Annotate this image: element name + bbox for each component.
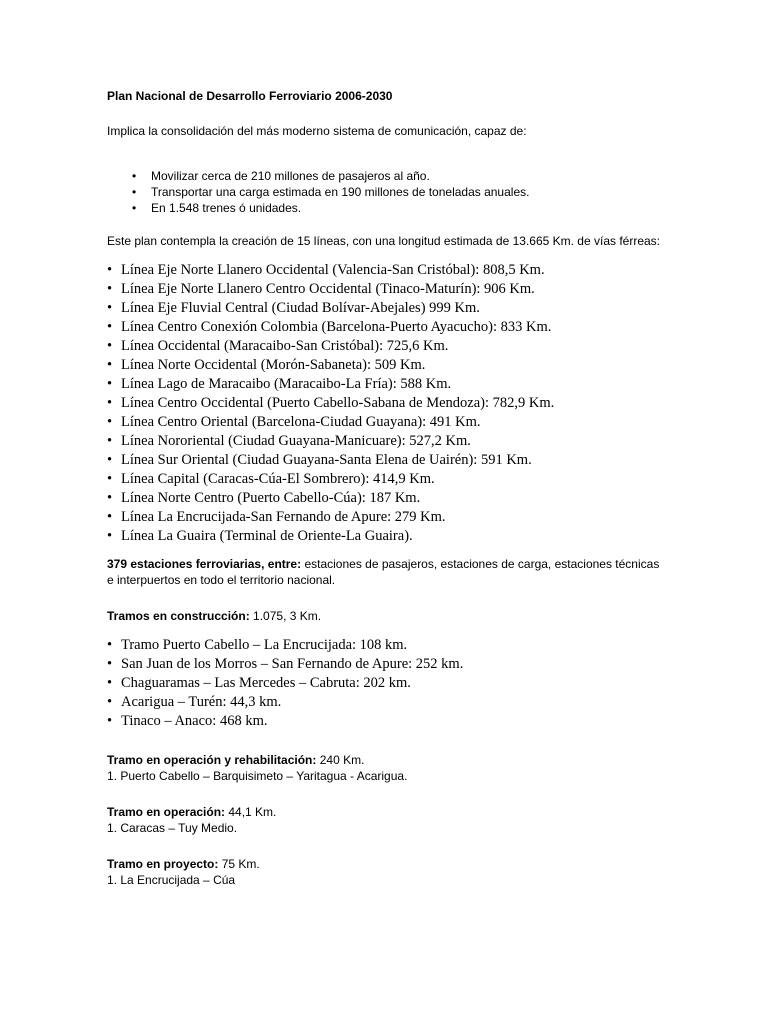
list-item: • Línea Centro Occidental (Puerto Cabello-Sabana de Mendoza): 782,9 Km.: [107, 394, 667, 413]
list-item: • Línea Lago de Maracaibo (Maracaibo-La Fría): 588 Km.: [107, 375, 667, 394]
list-item: • Línea La Guaira (Terminal de Oriente-La Guaira).: [107, 527, 667, 546]
project-value: 75 Km.: [218, 857, 260, 871]
construction-value: 1.075, 3 Km.: [249, 609, 322, 623]
stations-paragraph: [107, 556, 667, 588]
list-item: • Tinaco – Anaco: 468 km.: [107, 712, 667, 731]
list-item: • En 1.548 trenes ó unidades.: [107, 200, 667, 216]
list-item: • Chaguaramas – Las Mercedes – Cabruta: 202 km.: [107, 674, 667, 693]
operation-item: 1. Caracas – Tuy Medio.: [107, 821, 238, 835]
construction-heading: [107, 608, 667, 624]
list-item: • Línea Eje Norte Llanero Centro Occidental (Tinaco-Maturín): 906 Km.: [107, 280, 667, 299]
operation-label: Tramo en operación:: [107, 805, 226, 819]
rehab-value: 240 Km.: [316, 753, 365, 767]
list-item: • Línea Centro Oriental (Barcelona-Ciudad Guayana): 491 Km.: [107, 413, 667, 432]
rehab-item: 1. Puerto Cabello – Barquisimeto – Yaritagua - Acarigua.: [107, 769, 408, 783]
list-item: • Línea Sur Oriental (Ciudad Guayana-Santa Elena de Uairén): 591 Km.: [107, 451, 667, 470]
rehab-label: Tramo en operación y rehabilitación:: [107, 753, 317, 767]
operation-heading: [107, 804, 667, 820]
list-item: • Línea Centro Conexión Colombia (Barcelona-Puerto Ayacucho): 833 Km.: [107, 318, 667, 337]
list-item: • Línea Occidental (Maracaibo-San Cristóbal): 725,6 Km.: [107, 337, 667, 356]
operation-value: 44,1 Km.: [225, 805, 277, 819]
goals-list: [107, 168, 667, 216]
list-item: • Transportar una carga estimada en 190 millones de toneladas anuales.: [107, 184, 667, 200]
list-item: • Línea Nororiental (Ciudad Guayana-Manicuare): 527,2 Km.: [107, 432, 667, 451]
rail-lines-list: [107, 261, 667, 546]
list-item: • Línea La Encrucijada-San Fernando de Apure: 279 Km.: [107, 508, 667, 527]
list-item: • Línea Eje Fluvial Central (Ciudad Bolívar-Abejales) 999 Km.: [107, 299, 667, 318]
project-label: Tramo en proyecto:: [107, 857, 219, 871]
project-item: 1. La Encrucijada – Cúa: [107, 873, 236, 887]
list-item: • Acarigua – Turén: 44,3 km.: [107, 693, 667, 712]
document-title: Plan Nacional de Desarrollo Ferroviario 2006-2030: [107, 89, 393, 103]
plan-paragraph: Este plan contempla la creación de 15 líneas, con una longitud estimada de 13.665 Km. de vías férreas:: [107, 234, 661, 248]
project-heading: [107, 856, 667, 872]
construction-list: [107, 636, 667, 731]
list-item: • Línea Norte Centro (Puerto Cabello-Cúa): 187 Km.: [107, 489, 667, 508]
list-item: • Línea Eje Norte Llanero Occidental (Valencia-San Cristóbal): 808,5 Km.: [107, 261, 667, 280]
list-item: • Movilizar cerca de 210 millones de pasajeros al año.: [107, 168, 667, 184]
document-page: [107, 88, 667, 888]
list-item: • Tramo Puerto Cabello – La Encrucijada: 108 km.: [107, 636, 667, 655]
list-item: • Línea Capital (Caracas-Cúa-El Sombrero): 414,9 Km.: [107, 470, 667, 489]
stations-label: 379 estaciones ferroviarias, entre:: [107, 557, 302, 571]
construction-label: Tramos en construcción:: [107, 609, 250, 623]
list-item: • San Juan de los Morros – San Fernando de Apure: 252 km.: [107, 655, 667, 674]
stations-text: estaciones de pasajeros, estaciones de carga, estaciones técnicas e interpuertos en todo el territorio nacional.: [107, 557, 660, 587]
list-item: • Línea Norte Occidental (Morón-Sabaneta): 509 Km.: [107, 356, 667, 375]
intro-paragraph: Implica la consolidación del más moderno sistema de comunicación, capaz de:: [107, 124, 527, 138]
rehab-heading: [107, 752, 667, 768]
